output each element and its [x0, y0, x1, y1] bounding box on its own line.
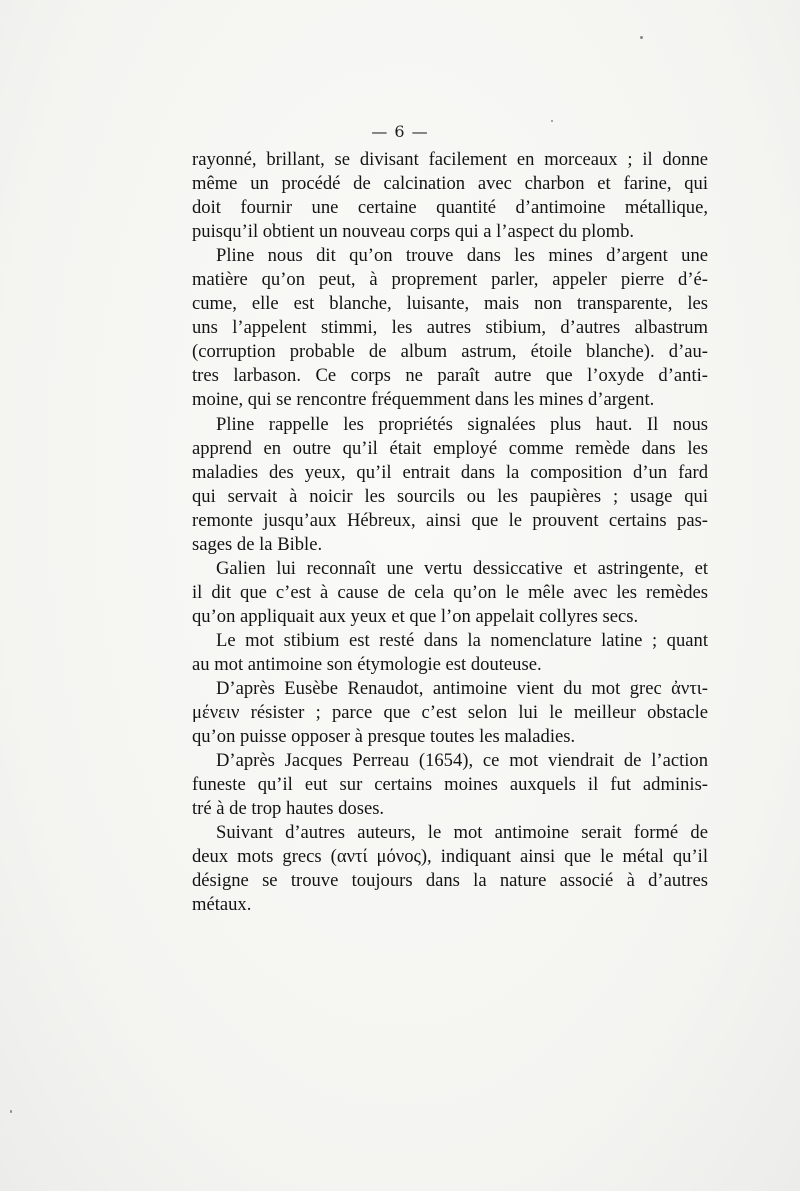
text-line: désigne se trouve toujours dans la nature associé à d’autres: [192, 870, 708, 892]
text-line: Pline rappelle les propriétés signalées plus haut. Il nous: [216, 413, 708, 435]
paper-speck: [551, 120, 553, 122]
text-line: maladies des yeux, qu’il entrait dans la composition d’un fard: [192, 461, 708, 483]
text-line: Le mot stibium est resté dans la nomenclature latine ; quant: [216, 629, 708, 651]
text-line: remonte jusqu’aux Hébreux, ainsi que le prouvent certains pas-: [192, 509, 708, 531]
text-line: tres larbason. Ce corps ne paraît autre que l’oxyde d’anti-: [192, 365, 708, 387]
text-line: qu’on appliquait aux yeux et que l’on appelait collyres secs.: [192, 605, 639, 627]
text-line: cume, elle est blanche, luisante, mais non transparente, les: [192, 293, 708, 315]
text-line: D’après Jacques Perreau (1654), ce mot viendrait de l’action: [216, 750, 708, 772]
text-line: au mot antimoine son étymologie est douteuse.: [192, 653, 542, 675]
text-line: matière qu’on peut, à proprement parler, appeler pierre d’é-: [192, 269, 708, 291]
text-line: uns l’appelent stimmi, les autres stibium, d’autres albastrum: [192, 317, 708, 339]
text-line: doit fournir une certaine quantité d’antimoine métallique,: [192, 197, 708, 219]
text-line: sages de la Bible.: [192, 533, 323, 555]
text-line: Pline nous dit qu’on trouve dans les mines d’argent une: [216, 245, 708, 267]
text-line: rayonné, brillant, se divisant facilement en morceaux ; il donne: [192, 149, 708, 170]
paper-speck: [640, 36, 643, 39]
text-line: qui servait à noicir les sourcils ou les paupières ; usage qui: [192, 485, 708, 507]
text-line: même un procédé de calcination avec charbon et farine, qui: [192, 173, 708, 195]
text-line: puisqu’il obtient un nouveau corps qui a l’aspect du plomb.: [192, 221, 635, 243]
page-number: — 6 —: [371, 122, 429, 141]
text-line: deux mots grecs (αντί μόνος), indiquant ainsi que le métal qu’il: [192, 846, 708, 868]
body-text: [192, 148, 708, 918]
text-line: (corruption probable de album astrum, étoile blanche). d’au-: [192, 341, 708, 363]
text-line: μένειν résister ; parce que c’est selon lui le meilleur obstacle: [192, 702, 708, 724]
text-line: tré à de trop hautes doses.: [192, 798, 385, 820]
text-line: apprend en outre qu’il était employé comme remède dans les: [192, 437, 708, 459]
text-line: moine, qui se rencontre fréquemment dans les mines d’argent.: [192, 389, 655, 411]
text-line: D’après Eusèbe Renaudot, antimoine vient du mot grec ἀντι-: [216, 678, 708, 700]
text-line: métaux.: [192, 894, 252, 916]
text-line: Galien lui reconnaît une vertu dessiccative et astringente, et: [216, 557, 708, 579]
paper-speck: [10, 1110, 12, 1113]
text-line: Suivant d’autres auteurs, le mot antimoine serait formé de: [216, 822, 708, 844]
text-line: qu’on puisse opposer à presque toutes les maladies.: [192, 726, 576, 748]
text-line: funeste qu’il eut sur certains moines auxquels il fut adminis-: [192, 774, 708, 796]
text-line: il dit que c’est à cause de cela qu’on le mêle avec les remèdes: [192, 581, 708, 603]
